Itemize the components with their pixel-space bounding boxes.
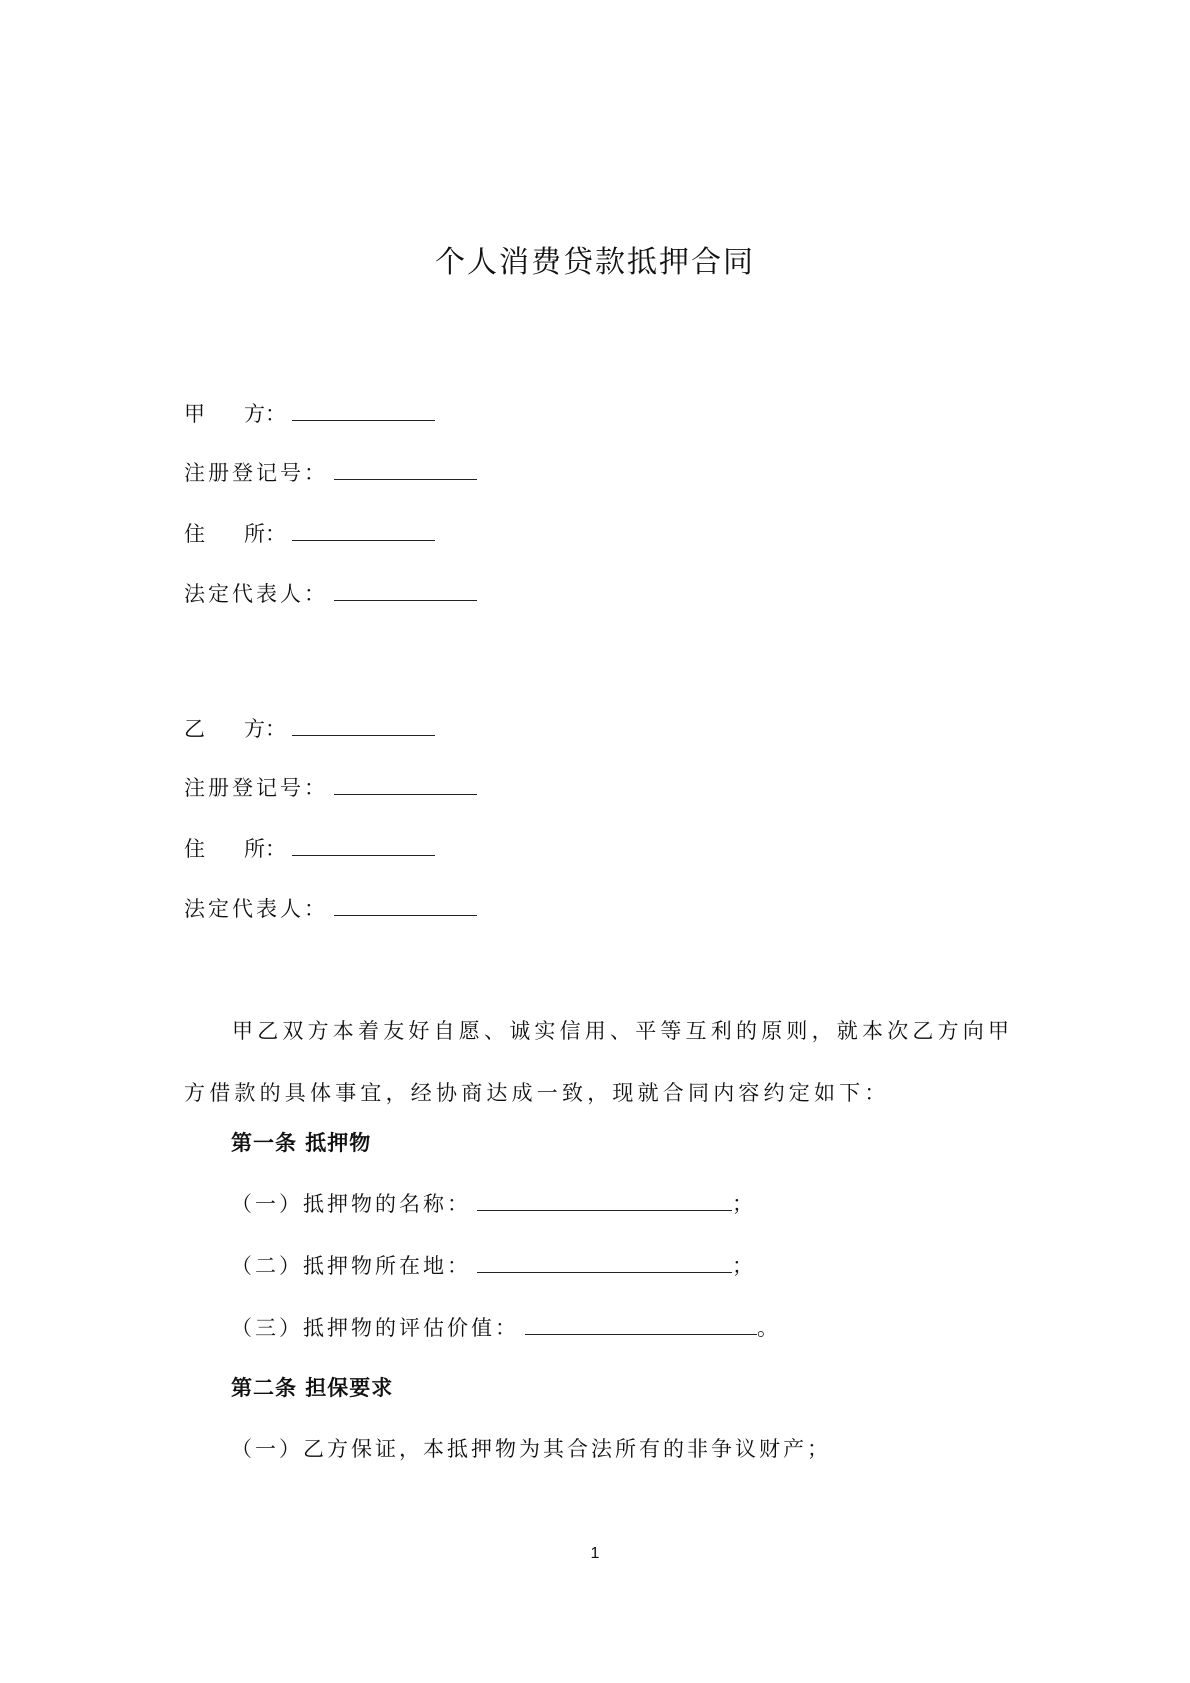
party-b-label: 乙 (184, 717, 205, 741)
party-a-rep-label: 法定代表人： (184, 582, 328, 606)
collateral-location-blank[interactable] (477, 1250, 732, 1273)
party-b-address-blank[interactable] (292, 833, 435, 856)
party-a-addr-label-suffix: 所： (244, 522, 286, 546)
article-1-item-3 (231, 1312, 781, 1343)
article-1-item-2-label: （二）抵押物所在地： (231, 1254, 471, 1278)
article-1-item-1-end: ； (732, 1192, 756, 1216)
party-a-name-blank[interactable] (292, 398, 435, 421)
article-1-item-3-label: （三）抵押物的评估价值： (231, 1316, 519, 1340)
article-1-item-3-end: 。 (757, 1316, 781, 1340)
article-2-heading: 第二条 担保要求 (231, 1375, 394, 1400)
party-b-reg-field (184, 772, 477, 803)
party-b-label-suffix: 方： (244, 717, 286, 741)
party-b-addr-label-suffix: 所： (244, 837, 286, 861)
article-1-item-2-end: ； (732, 1254, 756, 1278)
party-a-name-field (184, 398, 435, 429)
article-2-item-1: （一）乙方保证，本抵押物为其合法所有的非争议财产； (231, 1437, 831, 1461)
party-a-reg-blank[interactable] (334, 457, 477, 480)
party-a-reg-label: 注册登记号： (184, 461, 328, 485)
collateral-name-blank[interactable] (477, 1188, 732, 1211)
party-b-name-field (184, 713, 435, 744)
document-title: 个人消费贷款抵押合同 (435, 245, 755, 280)
party-b-reg-label: 注册登记号： (184, 776, 328, 800)
party-b-name-blank[interactable] (292, 713, 435, 736)
page-number: 1 (590, 1545, 600, 1562)
party-a-rep-blank[interactable] (334, 578, 477, 601)
party-a-label: 甲 (184, 402, 205, 426)
party-b-address-field (184, 833, 435, 864)
article-1-item-1 (231, 1188, 756, 1219)
party-a-address-blank[interactable] (292, 518, 435, 541)
party-b-rep-field (184, 893, 477, 924)
party-a-reg-field (184, 457, 477, 488)
article-1-item-1-label: （一）抵押物的名称： (231, 1192, 471, 1216)
intro-paragraph: 甲乙双方本着友好自愿、诚实信用、平等互利的原则，就本次乙方向甲方借款的具体事宜，经协商达成一致，现就合同内容约定如下： (184, 1019, 1014, 1105)
party-a-address-field (184, 518, 435, 549)
party-a-label-suffix: 方： (244, 402, 286, 426)
article-1-item-2 (231, 1250, 756, 1281)
collateral-value-blank[interactable] (525, 1312, 757, 1335)
article-1-heading: 第一条 抵押物 (231, 1130, 372, 1155)
party-b-rep-blank[interactable] (334, 893, 477, 916)
party-b-rep-label: 法定代表人： (184, 897, 328, 921)
party-a-rep-field (184, 578, 477, 609)
party-b-addr-label: 住 (184, 837, 205, 861)
party-b-reg-blank[interactable] (334, 772, 477, 795)
party-a-addr-label: 住 (184, 522, 205, 546)
